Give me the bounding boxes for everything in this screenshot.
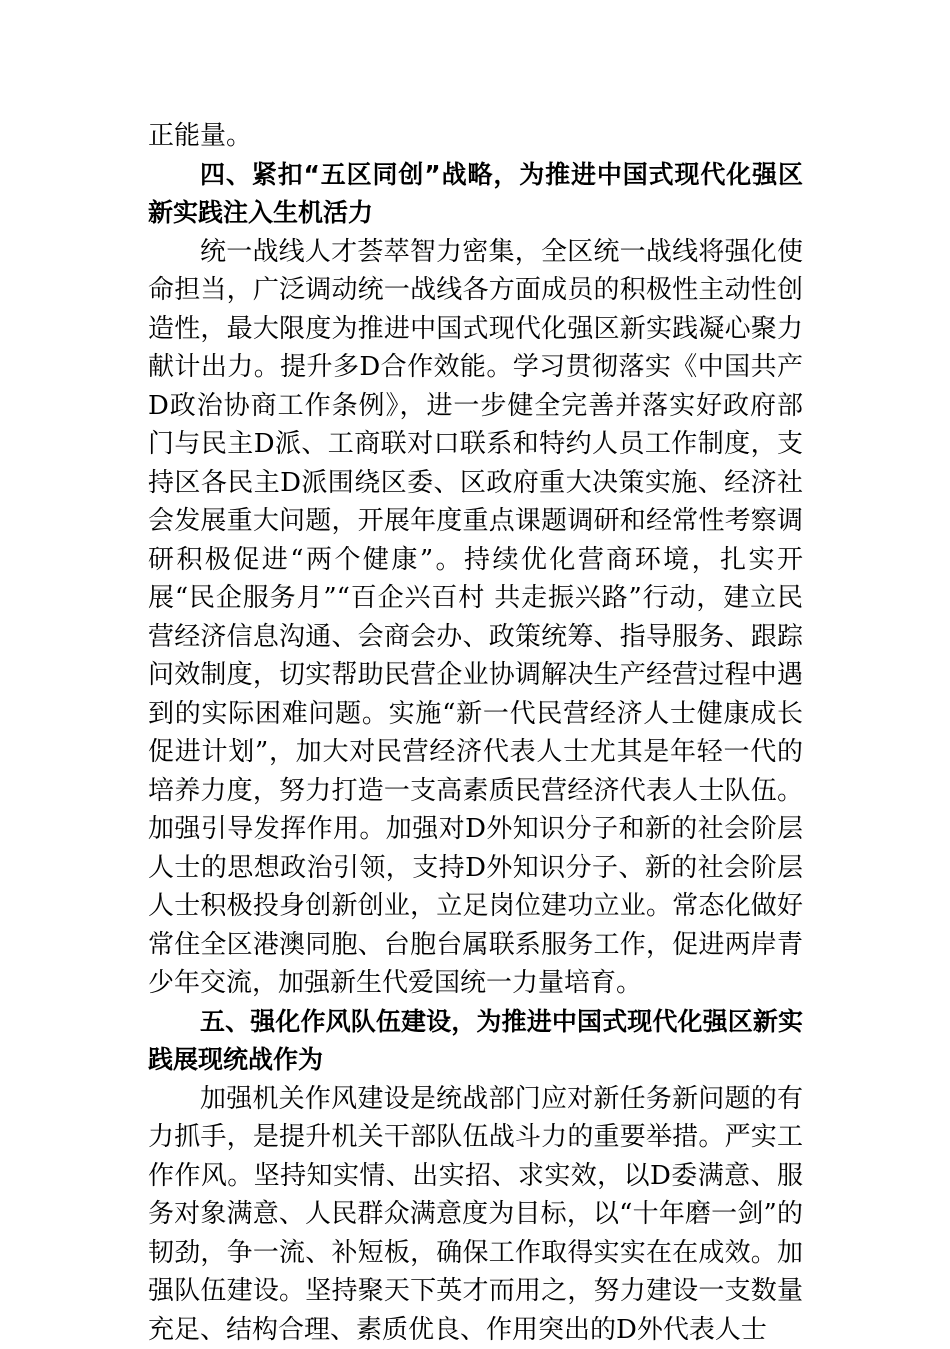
section-paragraph-5: 加强机关作风建设是统战部门应对新任务新问题的有力抓手，是提升机关干部队伍战斗力的重要举措。严实工作作风。坚持知实情、出实招、求实效，以D委满意、服务对象满意、人民群众满意度为目标，以“十年磨一剑”的韧劲，争一流、补短板，确保工作取得实实在在成效。加强队伍建设。坚持聚天下英才而用之，努力建设一支数量充足、结构合理、素质优良、作用突出的D外代表人士: [148, 1080, 803, 1349]
document-body: [148, 117, 803, 1349]
section-heading-5: 五、强化作风队伍建设，为推进中国式现代化强区新实践展现统战作为: [148, 1003, 803, 1080]
section-paragraph-4: 统一战线人才荟萃智力密集，全区统一战线将强化使命担当，广泛调动统一战线各方面成员的积极性主动性创造性，最大限度为推进中国式现代化强区新实践凝心聚力献计出力。提升多D合作效能。学习贯彻落实《中国共产D政治协商工作条例》，进一步健全完善并落实好政府部门与民主D派、工商联对口联系和特约人员工作制度，支持区各民主D派围绕区委、区政府重大决策实施、经济社会发展重大问题，开展年度重点课题调研和经常性考察调研积极促进“两个健康”。持续优化营商环境，扎实开展“民企服务月”“百企兴百村 共走振兴路”行动，建立民营经济信息沟通、会商会办、政策统筹、指导服务、跟踪问效制度，切实帮助民营企业协调解决生产经营过程中遇到的实际困难问题。实施“新一代民营经济人士健康成长促进计划”，加大对民营经济代表人士尤其是年轻一代的培养力度，努力打造一支高素质民营经济代表人士队伍。加强引导发挥作用。加强对D外知识分子和新的社会阶层人士的思想政治引领，支持D外知识分子、新的社会阶层人士积极投身创新创业，立足岗位建功立业。常态化做好常住全区港澳同胞、台胞台属联系服务工作，促进两岸青少年交流，加强新生代爱国统一力量培育。: [148, 233, 803, 1003]
continuation-text: 正能量。: [148, 117, 803, 156]
section-heading-4: 四、紧扣“五区同创”战略，为推进中国式现代化强区新实践注入生机活力: [148, 156, 803, 233]
